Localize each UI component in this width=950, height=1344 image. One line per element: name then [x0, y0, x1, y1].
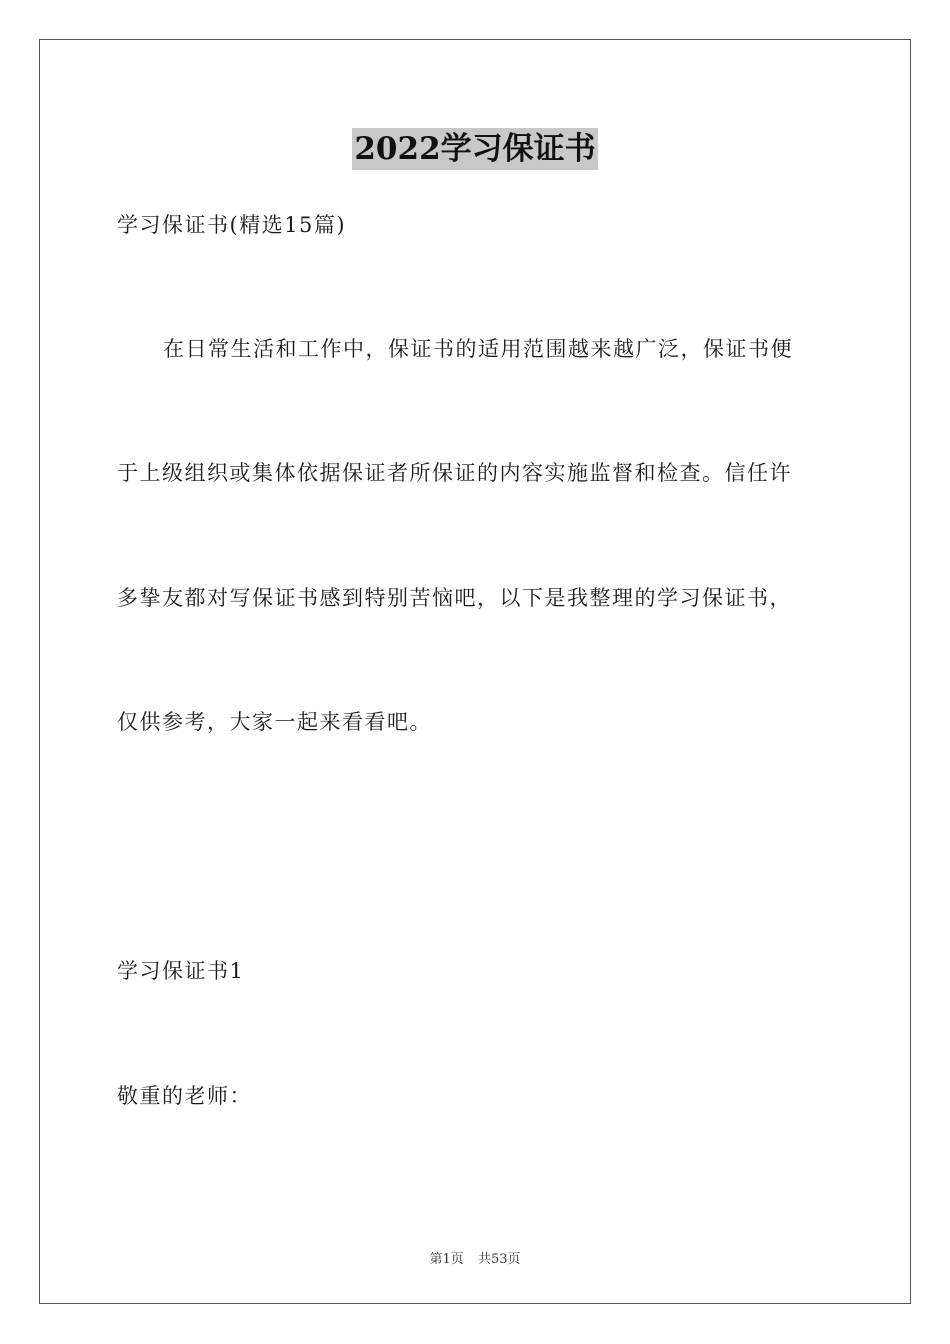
page-number-total: 共53页	[477, 1252, 521, 1267]
intro-line-2: 于上级组织或集体依据保证者所保证的内容实施监督和检查。信任许	[117, 461, 792, 485]
intro-line-3: 多挚友都对写保证书感到特别苦恼吧，以下是我整理的学习保证书，	[117, 586, 792, 610]
section-heading: 学习保证书1	[117, 959, 245, 983]
intro-line-4: 仅供参考，大家一起来看看吧。	[117, 710, 432, 734]
salutation: 敬重的老师：	[117, 1084, 252, 1108]
title-container	[0, 128, 950, 170]
document-subtitle: 学习保证书(精选15篇)	[117, 213, 347, 237]
page-footer	[0, 1248, 950, 1267]
intro-line-1: 在日常生活和工作中，保证书的适用范围越来越广泛，保证书便	[163, 337, 793, 361]
page-number-current: 第1页	[429, 1252, 464, 1267]
document-title: 2022学习保证书	[352, 128, 597, 170]
